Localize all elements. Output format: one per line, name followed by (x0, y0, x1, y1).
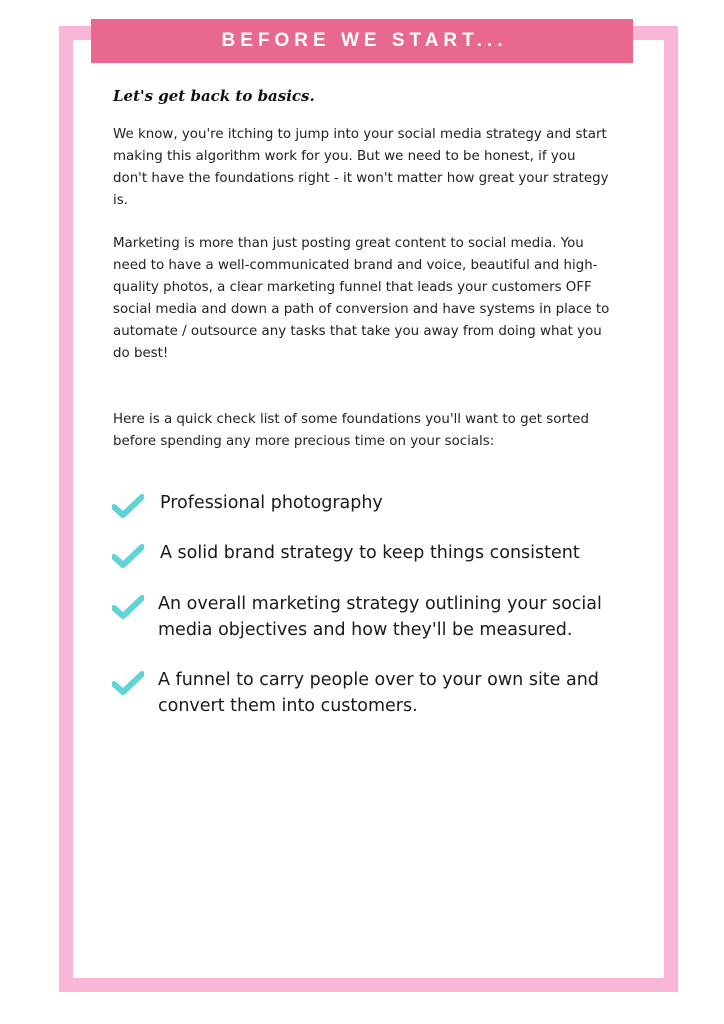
checkmark-icon (112, 671, 144, 695)
intro-paragraph: We know, you're itching to jump into your social media strategy and start making this algorithm work for you. But we need to be honest, if you don't have the foundations right - it won't matter how great your strategy is. (113, 127, 609, 208)
checklist-item-text: An overall marketing strategy outlining your social media objectives and how they'll be measured. (158, 594, 602, 640)
checklist-item-text: Professional photography (160, 493, 383, 513)
checklist-intro-paragraph: Here is a quick check list of some foundations you'll want to get sorted before spending any more precious time on your socials: (113, 412, 589, 449)
checkmark-icon (112, 544, 144, 568)
marketing-paragraph: Marketing is more than just posting great content to social media. You need to have a well-communicated brand and voice, beautiful and high-quality photos, a clear marketing funnel that leads your customers OFF social media and down a path of conversion and have systems in place to automate / outsource any tasks that take you away from doing what you do best! (113, 236, 610, 361)
checklist-item-text: A funnel to carry people over to your own site and convert them into customers. (158, 670, 599, 716)
page-title: BEFORE WE START... (91, 19, 633, 63)
section-subtitle: Let's get back to basics. (113, 87, 315, 105)
checkmark-icon (112, 494, 144, 518)
checklist-item-text: A solid brand strategy to keep things consistent (160, 543, 580, 563)
checkmark-icon (112, 595, 144, 619)
